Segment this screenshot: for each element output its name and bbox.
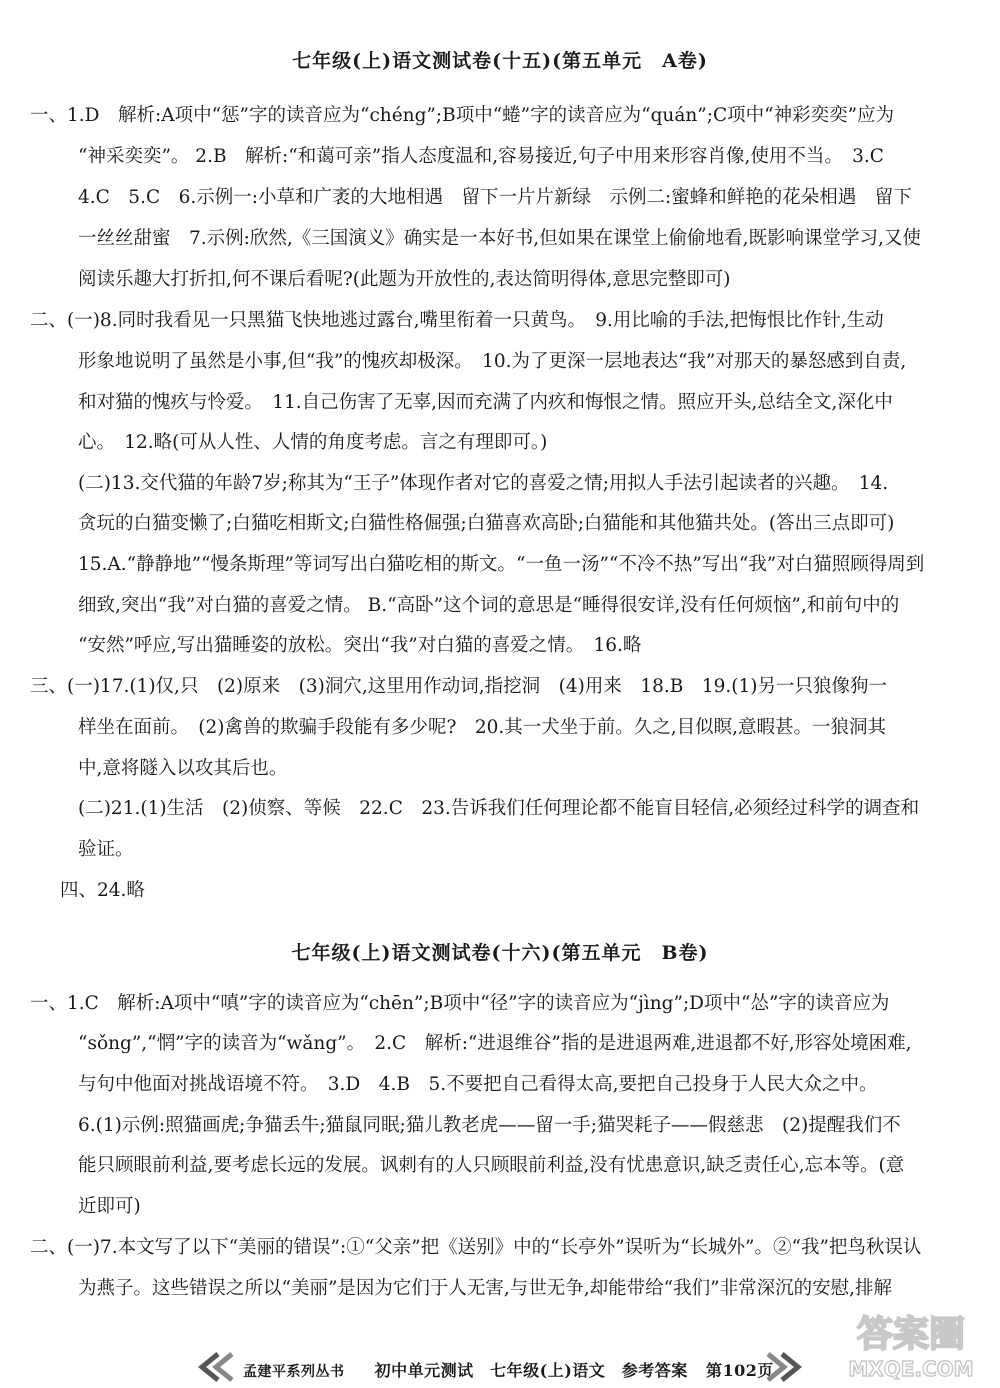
answer-line: 四、24.略 [60, 880, 145, 901]
answer-line: 4.C 5.C 6.示例一:小草和广袤的大地相遇 留下一片片新绿 示例二:蜜蜂和鲜艳的花朵相遇 留下 [78, 187, 912, 208]
answer-line: 与句中他面对挑战语境不符。 3.D 4.B 5.不要把自己看得太高,要把自己投身于人民大众之中。 [78, 1074, 878, 1095]
answer-line: 阅读乐趣大打折扣,何不课后看呢?(此题为开放性的,表达简明得体,意思完整即可) [78, 269, 731, 290]
answer-line: 细致,突出“我”对白猫的喜爱之情。 B.“高卧”这个词的意思是“睡得很安详,没有任何烦恼”,和前句中的 [78, 595, 900, 616]
page-number: 第102页 [705, 1361, 774, 1380]
answer-line: 和对猫的愧疚与怜爱。 11.自己伤害了无辜,因而充满了内疚和悔恨之情。照应开头,总结全文,深化中 [78, 392, 893, 413]
answer-line: 形象地说明了虽然是小事,但“我”的愧疚却极深。 10.为了更深一层地表达“我”对那天的暴怒感到自责, [78, 351, 907, 372]
chevron-right-icon [764, 1352, 804, 1382]
answer-line: 贪玩的白猫变懒了;白猫吃相斯文;白猫性格倔强;白猫喜欢高卧;白猫能和其他猫共处。(答出三点即可) [78, 513, 895, 534]
footer-book: 初中单元测试 七年级(上)语文 参考答案 [374, 1361, 688, 1380]
watermark-logo-icon [829, 1304, 994, 1384]
section-title-15: 七年级(上)语文测试卷(十五)(第五单元 A卷) [292, 50, 708, 72]
answer-line: “神采奕奕”。 2.B 解析:“和蔼可亲”指人态度温和,容易接近,句子中用来形容肖像,使用不当。 3.C [78, 146, 884, 167]
answer-line: 中,意将隧入以攻其后也。 [78, 758, 288, 779]
answer-line: “sǒng”,“惘”字的读音为“wǎng”。 2.C 解析:“进退维谷”指的是进退两难,进退都不好,形容处境困难, [78, 1033, 912, 1054]
answer-line: 二、(一)8.同时我看见一只黑猫飞快地逃过露台,嘴里衔着一只黄鸟。 9.用比喻的手法,把悔恨比作针,生动 [30, 310, 884, 331]
answer-line: 一、1.D 解析:A项中“惩”字的读音应为“chéng”;B项中“蜷”字的读音应为“quán”;C项中“神彩奕奕”应为 [30, 105, 895, 126]
watermark [829, 1304, 994, 1384]
answer-line: 心。 12.略(可从人性、人情的角度考虑。言之有理即可。) [78, 432, 548, 453]
answer-line: 15.A.“静静地”“慢条斯理”等词写出白猫吃相的斯文。“一鱼一汤”“不冷不热”写出“我”对白猫照顾得周到 [78, 554, 925, 575]
chevron-left-icon [196, 1352, 236, 1382]
answer-line: 二、(一)7.本文写了以下“美丽的错误”:①“父亲”把《送别》中的“长亭外”误听为“长城外”。②“我”把鸟秋误认 [30, 1237, 922, 1258]
section-title-16: 七年级(上)语文测试卷(十六)(第五单元 B卷) [291, 942, 709, 964]
answer-line: 能只顾眼前利益,要考虑长远的发展。讽刺有的人只顾眼前利益,没有忧患意识,缺乏责任心,忘本等。(意 [78, 1155, 905, 1176]
answer-line: 验证。 [78, 839, 134, 860]
answer-line: 样坐在面前。 (2)禽兽的欺骗手段能有多少呢? 20.其一犬坐于前。久之,目似瞑,意暇甚。一狼洞其 [78, 717, 887, 738]
answer-line: 一、1.C 解析:A项中“嗔”字的读音应为“chēn”;B项中“径”字的读音应为“jìng”;D项中“怂”字的读音应为 [30, 993, 890, 1014]
answer-line: 三、(一)17.(1)仅,只 (2)原来 (3)洞穴,这里用作动词,指挖洞 (4)用来 18.B 19.(1)另一只狼像狗一 [30, 676, 887, 697]
watermark-logo-text: 答案圈 [856, 1314, 966, 1355]
footer-text [243, 1358, 774, 1381]
answer-line: 为燕子。这些错误之所以“美丽”是因为它们于人无害,与世无争,却能带给“我们”非常深沉的安慰,排解 [78, 1278, 892, 1299]
answer-line: (二)13.交代猫的年龄7岁;称其为“王子”体现作者对它的喜爱之情;用拟人手法引起读者的兴趣。 14. [78, 473, 889, 494]
footer-series: 孟建平系列丛书 [243, 1364, 345, 1380]
answer-line: 6.(1)示例:照猫画虎;争猫丢牛;猫鼠同眠;猫儿教老虎——留一手;猫哭耗子——假慈悲 (2)提醒我们不 [78, 1115, 901, 1136]
watermark-url: MXQE.COM [848, 1357, 974, 1381]
answer-line: “安然”呼应,写出猫睡姿的放松。突出“我”对白猫的喜爱之情。 16.略 [78, 635, 642, 656]
answer-line: 近即可) [78, 1196, 141, 1217]
answer-line: 一丝丝甜蜜 7.示例:欣然,《三国演义》确实是一本好书,但如果在课堂上偷偷地看,既影响课堂学习,又使 [78, 228, 921, 249]
answer-line: (二)21.(1)生活 (2)侦察、等候 22.C 23.告诉我们任何理论都不能盲目轻信,必须经过科学的调查和 [78, 798, 920, 819]
